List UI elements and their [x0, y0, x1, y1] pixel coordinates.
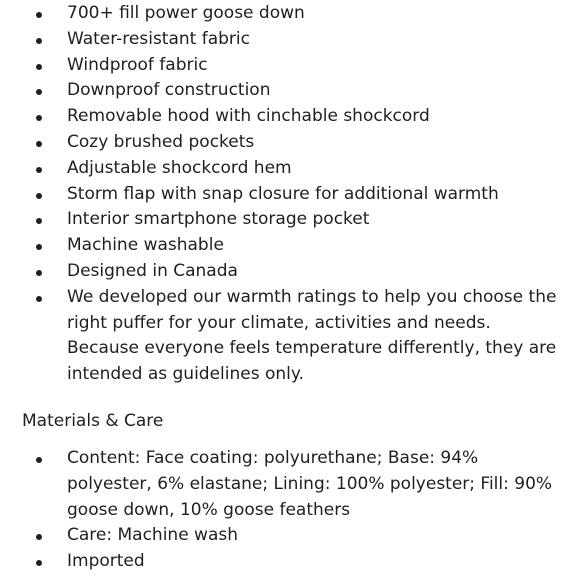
list-item-text: 700+ fill power goose down	[67, 3, 305, 23]
bullet-icon	[36, 218, 42, 224]
bullet-icon	[36, 115, 42, 121]
list-item	[0, 130, 580, 156]
list-item-text: Machine washable	[67, 235, 224, 256]
bullet-icon	[36, 89, 42, 95]
bullet-icon	[36, 296, 42, 302]
bullet-icon	[36, 38, 42, 44]
materials-list	[0, 446, 580, 575]
bullet-icon	[36, 141, 42, 147]
list-item	[0, 549, 580, 575]
list-item-text: Interior smartphone storage pocket	[67, 209, 370, 230]
bullet-icon	[36, 193, 42, 199]
bullet-icon	[36, 167, 42, 173]
list-item	[0, 1, 580, 27]
bullet-icon	[36, 560, 42, 566]
features-list	[0, 1, 580, 388]
list-item-text: Imported	[67, 551, 145, 572]
list-item-text: Removable hood with cinchable shockcord	[67, 106, 430, 127]
list-item-text: Care: Machine wash	[67, 525, 239, 546]
list-item	[0, 27, 580, 53]
bullet-icon	[36, 534, 42, 540]
list-item	[0, 53, 580, 79]
list-item	[0, 523, 580, 549]
list-item-text: Designed in Canada	[67, 260, 238, 281]
list-item	[0, 259, 580, 285]
list-item-text: Windproof fabric	[67, 54, 208, 75]
list-item	[0, 233, 580, 259]
bullet-icon	[36, 457, 42, 463]
bullet-icon	[36, 270, 42, 276]
bullet-icon	[36, 64, 42, 70]
list-item-text: Content: Face coating: polyurethane; Base: 94% polyester, 6% elastane; Lining: 100% polyester; Fill: 90% goose down, 10% goose feathers	[67, 448, 553, 520]
bullet-icon	[36, 244, 42, 250]
list-item	[0, 207, 580, 233]
list-item	[0, 78, 580, 104]
list-item	[0, 156, 580, 182]
list-item-text: Storm flap with snap closure for additional warmth	[67, 183, 499, 204]
list-item-text: Cozy brushed pockets	[67, 131, 255, 152]
list-item-text: Water-resistant fabric	[67, 28, 250, 49]
materials-care-heading: Materials & Care	[22, 411, 164, 431]
list-item	[0, 285, 580, 388]
list-item	[0, 182, 580, 208]
list-item	[0, 104, 580, 130]
list-item-text: Downproof construction	[67, 80, 271, 101]
list-item-text: Adjustable shockcord hem	[67, 157, 292, 178]
bullet-icon	[36, 12, 42, 18]
list-item-text: We developed our warmth ratings to help you choose the right puffer for your climate, activities and needs. Because everyone feels temperature differently, they are intended as guidelines only.	[67, 286, 557, 385]
list-item	[0, 446, 580, 523]
